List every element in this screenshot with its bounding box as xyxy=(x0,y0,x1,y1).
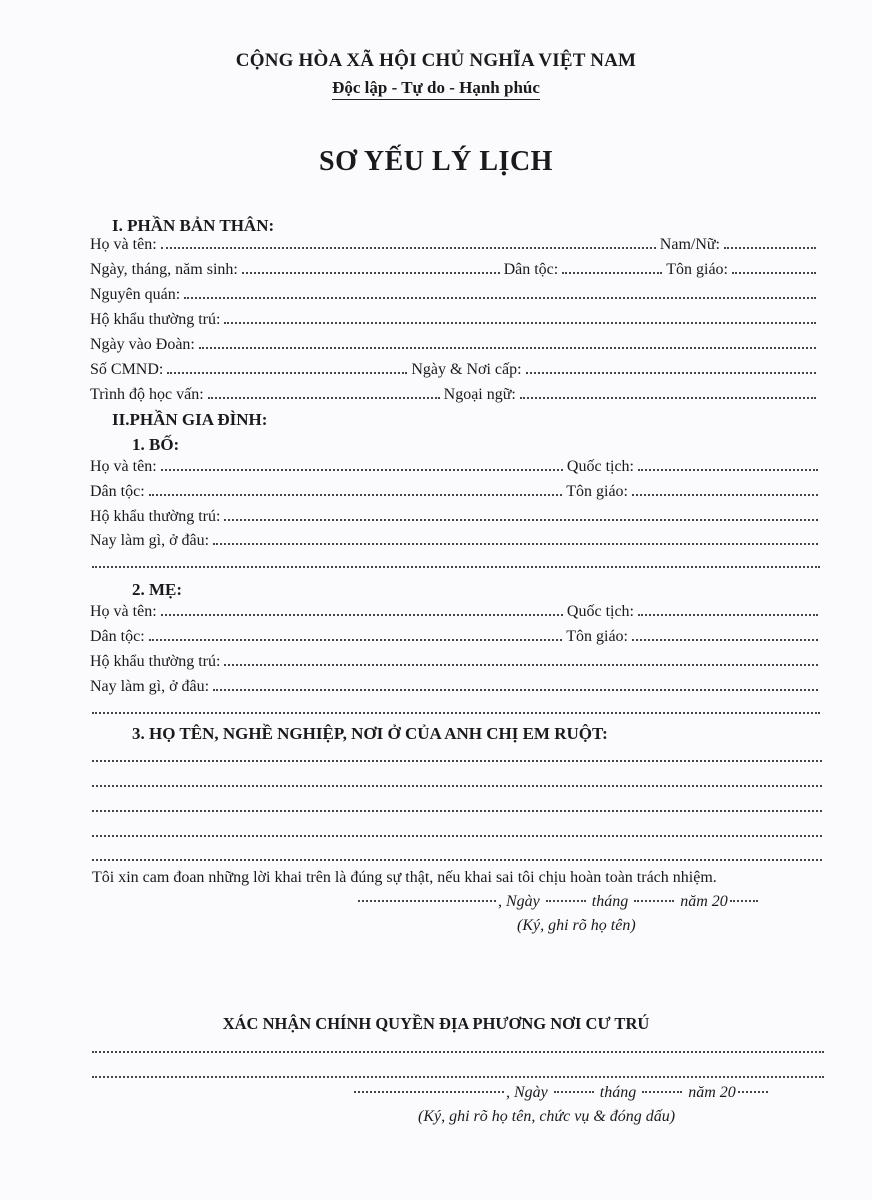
mother-religion-label: Tôn giáo: xyxy=(566,628,628,645)
ethnicity-label: Dân tộc: xyxy=(503,261,559,278)
full-name-label: Họ và tên: xyxy=(90,236,157,253)
mother-name-field[interactable] xyxy=(161,614,563,616)
father-heading: 1. BỐ: xyxy=(132,435,180,454)
sign-day-field[interactable] xyxy=(546,900,586,902)
row-father-name xyxy=(90,458,822,480)
religion-field[interactable] xyxy=(732,272,816,274)
row-id xyxy=(90,361,820,383)
hometown-field[interactable] xyxy=(184,297,816,299)
father-religion-label: Tôn giáo: xyxy=(566,483,628,500)
confirmation-year-field[interactable] xyxy=(738,1091,768,1093)
siblings-line-3[interactable] xyxy=(92,810,822,812)
mother-occupation-label: Nay làm gì, ở đâu: xyxy=(90,678,210,695)
row-father-occupation xyxy=(90,532,822,554)
row-hometown xyxy=(90,286,820,308)
sign-day-label: , Ngày xyxy=(498,893,540,910)
siblings-line-5[interactable] xyxy=(92,859,822,861)
father-residence-label: Hộ khẩu thường trú: xyxy=(90,508,221,525)
confirmation-month-field[interactable] xyxy=(642,1091,682,1093)
mother-religion-field[interactable] xyxy=(632,639,818,641)
sign-place-field[interactable] xyxy=(358,900,496,902)
father-occupation-field[interactable] xyxy=(213,543,818,545)
confirmation-day-label: , Ngày xyxy=(506,1084,548,1101)
row-full-name xyxy=(90,236,820,258)
row-mother-residence xyxy=(90,653,822,675)
union-date-label: Ngày vào Đoàn: xyxy=(90,336,195,353)
father-name-label: Họ và tên: xyxy=(90,458,157,475)
father-extra-line[interactable] xyxy=(92,566,820,568)
mother-nationality-label: Quốc tịch: xyxy=(566,603,634,620)
id-number-label: Số CMND: xyxy=(90,361,164,378)
mother-ethnicity-label: Dân tộc: xyxy=(90,628,145,645)
confirmation-line-2[interactable] xyxy=(92,1076,824,1078)
siblings-line-1[interactable] xyxy=(92,760,822,762)
hometown-label: Nguyên quán: xyxy=(90,286,181,303)
sign-month-label: tháng xyxy=(591,893,629,910)
id-number-field[interactable] xyxy=(167,372,407,374)
motto-text: Độc lập - Tự do - Hạnh phúc xyxy=(332,78,540,100)
sign-year-field[interactable] xyxy=(730,900,758,902)
sign-year-label: năm 20 xyxy=(680,893,728,910)
residence-field[interactable] xyxy=(224,322,816,324)
union-date-field[interactable] xyxy=(199,347,816,349)
education-label: Trình độ học vấn: xyxy=(90,386,204,403)
document-title: SƠ YẾU LÝ LỊCH xyxy=(319,146,553,177)
mother-nationality-field[interactable] xyxy=(638,614,818,616)
gender-label: Nam/Nữ: xyxy=(659,236,720,253)
full-name-field[interactable] xyxy=(161,247,656,249)
sign-date-row xyxy=(356,893,760,911)
declaration-text: Tôi xin cam đoan những lời khai trên là đúng sự thật, nếu khai sai tôi chịu hoàn toàn trách nhiệm. xyxy=(92,869,717,886)
father-ethnicity-field[interactable] xyxy=(149,494,563,496)
national-title: CỘNG HÒA XÃ HỘI CHỦ NGHĨA VIỆT NAM xyxy=(235,50,637,71)
confirmation-date-row xyxy=(352,1084,770,1102)
language-label: Ngoại ngữ: xyxy=(443,386,516,403)
language-field[interactable] xyxy=(520,397,816,399)
mother-residence-label: Hộ khẩu thường trú: xyxy=(90,653,221,670)
sign-month-field[interactable] xyxy=(634,900,674,902)
row-union-date xyxy=(90,336,820,358)
religion-label: Tôn giáo: xyxy=(666,261,728,278)
row-father-residence xyxy=(90,508,822,530)
siblings-heading: 3. HỌ TÊN, NGHỀ NGHIỆP, NƠI Ở CỦA ANH CHỊ EM RUỘT: xyxy=(132,724,608,743)
mother-ethnicity-field[interactable] xyxy=(149,639,563,641)
father-nationality-field[interactable] xyxy=(638,469,818,471)
confirmation-month-label: tháng xyxy=(599,1084,637,1101)
confirmation-year-label: năm 20 xyxy=(688,1084,736,1101)
section-1-heading: I. PHẦN BẢN THÂN: xyxy=(112,216,275,235)
ethnicity-field[interactable] xyxy=(562,272,662,274)
siblings-line-2[interactable] xyxy=(92,785,822,787)
row-residence xyxy=(90,311,820,333)
row-mother-name xyxy=(90,603,822,625)
confirmation-note: (Ký, ghi rõ họ tên, chức vụ & đóng dấu) xyxy=(418,1108,676,1125)
confirmation-day-field[interactable] xyxy=(554,1091,594,1093)
row-dob xyxy=(90,261,820,283)
confirmation-heading: XÁC NHẬN CHÍNH QUYỀN ĐỊA PHƯƠNG NƠI CƯ TRÚ xyxy=(222,1014,650,1033)
father-nationality-label: Quốc tịch: xyxy=(566,458,634,475)
father-residence-field[interactable] xyxy=(224,519,818,521)
siblings-line-4[interactable] xyxy=(92,835,822,837)
confirmation-line-1[interactable] xyxy=(92,1051,824,1053)
residence-label: Hộ khẩu thường trú: xyxy=(90,311,221,328)
row-mother-ethnicity xyxy=(90,628,822,650)
father-religion-field[interactable] xyxy=(632,494,818,496)
confirmation-place-field[interactable] xyxy=(354,1091,504,1093)
father-ethnicity-label: Dân tộc: xyxy=(90,483,145,500)
gender-field[interactable] xyxy=(724,247,816,249)
row-father-ethnicity xyxy=(90,483,822,505)
motto xyxy=(0,78,872,98)
father-occupation-label: Nay làm gì, ở đâu: xyxy=(90,532,210,549)
dob-label: Ngày, tháng, năm sinh: xyxy=(90,261,238,278)
id-issue-label: Ngày & Nơi cấp: xyxy=(411,361,522,378)
dob-field[interactable] xyxy=(242,272,500,274)
row-mother-occupation xyxy=(90,678,822,700)
id-issue-field[interactable] xyxy=(526,372,816,374)
mother-name-label: Họ và tên: xyxy=(90,603,157,620)
mother-residence-field[interactable] xyxy=(224,664,818,666)
row-education xyxy=(90,386,820,408)
mother-extra-line[interactable] xyxy=(92,712,820,714)
father-name-field[interactable] xyxy=(161,469,563,471)
mother-heading: 2. MẸ: xyxy=(132,580,183,599)
mother-occupation-field[interactable] xyxy=(213,689,818,691)
sign-note: (Ký, ghi rõ họ tên) xyxy=(517,917,636,934)
education-field[interactable] xyxy=(208,397,440,399)
section-2-heading: II.PHẦN GIA ĐÌNH: xyxy=(112,410,268,429)
